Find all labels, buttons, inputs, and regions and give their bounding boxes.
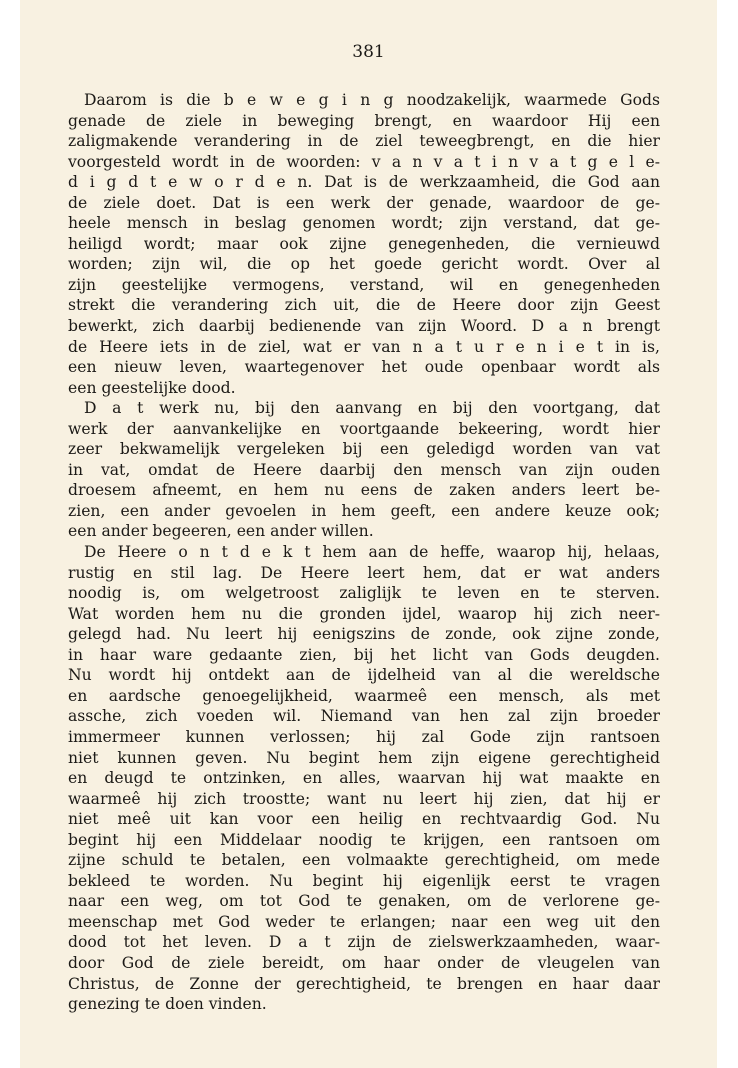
text-line: in haar ware gedaante zien, bij het licht van Gods deugden. bbox=[68, 645, 660, 664]
paragraph bbox=[68, 542, 660, 1015]
text-line: voorgesteld wordt in de woorden: v a n v a t i n v a t g e l e- bbox=[68, 152, 660, 171]
text-line: Christus, de Zonne der gerechtigheid, te brengen en haar daar bbox=[68, 974, 660, 993]
text-line: Daarom is die b e w e g i n g noodzakelijk, waarmede Gods bbox=[84, 91, 660, 109]
paragraph bbox=[68, 398, 660, 542]
text-line: naar een weg, om tot God te genaken, om de verlorene ge- bbox=[68, 892, 660, 911]
text-line: assche, zich voeden wil. Niemand van hen zal zijn broeder bbox=[68, 707, 660, 726]
text-line: een geestelijke dood. bbox=[68, 378, 236, 397]
text-line: een ander begeeren, een ander willen. bbox=[68, 522, 374, 541]
text-line: de Heere iets in de ziel, wat er van n a t u r e n i e t in is, bbox=[68, 337, 660, 356]
text-line: zaligmakende verandering in de ziel teweegbrengt, en die hier bbox=[68, 132, 660, 151]
text-line: dood tot het leven. D a t zijn de zielswerkzaamheden, waar- bbox=[68, 933, 660, 952]
text-line: in vat, omdat de Heere daarbij den mensch van zijn ouden bbox=[68, 460, 660, 479]
text-line: rustig en stil lag. De Heere leert hem, dat er wat anders bbox=[68, 563, 660, 582]
text-line: bewerkt, zich daarbij bedienende van zijn Woord. D a n brengt bbox=[68, 317, 660, 336]
text-line: strekt die verandering zich uit, die de Heere door zijn Geest bbox=[68, 296, 660, 315]
text-line: en deugd te ontzinken, en alles, waarvan hij wat maakte en bbox=[68, 769, 660, 788]
text-line: immermeer kunnen verlossen; hij zal Gode zijn rantsoen bbox=[68, 727, 660, 746]
text-line: droesem afneemt, en hem nu eens de zaken anders leert be- bbox=[68, 481, 660, 500]
text-line: door God de ziele bereidt, om haar onder de vleugelen van bbox=[68, 953, 660, 972]
text-line: gelegd had. Nu leert hij eenigszins de zonde, ook zijne zonde, bbox=[68, 625, 660, 644]
text-line: D a t werk nu, bij den aanvang en bij den voortgang, dat bbox=[84, 399, 660, 418]
body-text bbox=[68, 90, 660, 1015]
text-line: zien, een ander gevoelen in hem geeft, een andere keuze ook; bbox=[68, 501, 660, 520]
text-line: Wat worden hem nu die gronden ijdel, waarop hij zich neer- bbox=[68, 604, 660, 623]
text-line: worden; zijn wil, die op het goede gericht wordt. Over al bbox=[68, 255, 660, 274]
book-page bbox=[20, 0, 717, 1068]
paragraph bbox=[68, 90, 660, 398]
text-line: De Heere o n t d e k t hem aan de heffe, waarop hij, helaas, bbox=[84, 543, 660, 562]
text-line: genezing te doen vinden. bbox=[68, 995, 267, 1014]
text-line: noodig is, om welgetroost zaliglijk te leven en te sterven. bbox=[68, 584, 660, 603]
text-line: d i g d t e w o r d e n. Dat is de werkzaamheid, die God aan bbox=[68, 173, 660, 192]
text-line: genade de ziele in beweging brengt, en waardoor Hij een bbox=[68, 111, 660, 130]
text-line: begint hij een Middelaar noodig te krijgen, een rantsoen om bbox=[68, 830, 660, 849]
page-number: 381 bbox=[352, 42, 385, 62]
text-line: niet kunnen geven. Nu begint hem zijn eigene gerechtigheid bbox=[68, 748, 660, 767]
text-line: een nieuw leven, waartegenover het oude openbaar wordt als bbox=[68, 358, 660, 377]
text-line: Nu wordt hij ontdekt aan de ijdelheid van al die wereldsche bbox=[68, 666, 660, 685]
text-line: de ziele doet. Dat is een werk der genade, waardoor de ge- bbox=[68, 193, 660, 212]
text-line: meenschap met God weder te erlangen; naar een weg uit den bbox=[68, 912, 660, 931]
text-line: heele mensch in beslag genomen wordt; zijn verstand, dat ge- bbox=[68, 214, 660, 233]
text-line: zeer bekwamelijk vergeleken bij een geledigd worden van vat bbox=[68, 440, 660, 459]
text-line: waarmeê hij zich troostte; want nu leert hij zien, dat hij er bbox=[68, 789, 660, 808]
text-line: zijn geestelijke vermogens, verstand, wil en genegenheden bbox=[68, 275, 660, 294]
text-line: en aardsche genoegelijkheid, waarmeê een mensch, als met bbox=[68, 686, 660, 705]
text-line: niet meê uit kan voor een heilig en rechtvaardig God. Nu bbox=[68, 810, 660, 829]
text-line: bekleed te worden. Nu begint hij eigenlijk eerst te vragen bbox=[68, 871, 660, 890]
text-line: werk der aanvankelijke en voortgaande bekeering, wordt hier bbox=[68, 419, 660, 438]
text-line: heiligd wordt; maar ook zijne genegenheden, die vernieuwd bbox=[68, 234, 660, 253]
text-line: zijne schuld te betalen, een volmaakte gerechtigheid, om mede bbox=[68, 851, 660, 870]
